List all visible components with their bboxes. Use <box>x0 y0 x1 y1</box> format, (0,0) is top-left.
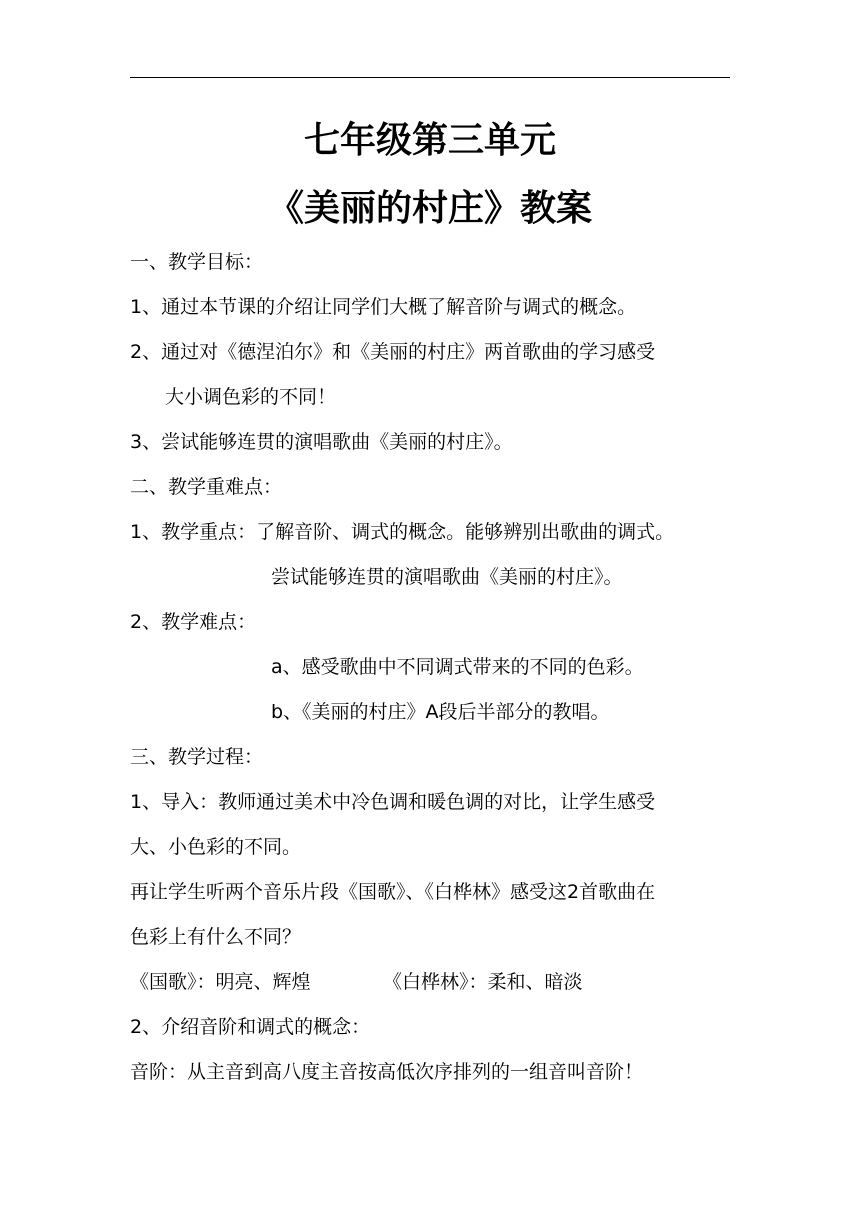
section-heading-key-points: 二、教学重难点： <box>130 476 283 498</box>
key-point-item-continuation: 尝试能够连贯的演唱歌曲《美丽的村庄》。 <box>271 566 623 588</box>
difficulty-heading: 2、教学难点： <box>130 611 257 633</box>
objective-item-3: 3、尝试能够连贯的演唱歌曲《美丽的村庄》。 <box>130 431 513 453</box>
process-concepts-heading: 2、介绍音阶和调式的概念： <box>130 1016 371 1038</box>
song-comparison-baihualin: 《白桦林》：柔和、暗淡 <box>383 971 583 993</box>
scale-definition: 音阶：从主音到高八度主音按高低次序排列的一组音叫音阶！ <box>130 1061 644 1083</box>
section-heading-process: 三、教学过程： <box>130 746 264 768</box>
objective-item-1: 1、通过本节课的介绍让同学们大概了解音阶与调式的概念。 <box>130 296 637 318</box>
difficulty-item-a: a、感受歌曲中不同调式带来的不同的色彩。 <box>271 656 644 678</box>
song-comparison-guoge: 《国歌》：明亮、辉煌 <box>130 971 311 993</box>
section-heading-objectives: 一、教学目标： <box>130 251 264 273</box>
process-intro: 1、导入：教师通过美术中冷色调和暖色调的对比，让学生感受 <box>130 791 656 813</box>
process-intro-continuation: 大、小色彩的不同。 <box>130 836 302 858</box>
key-point-item: 1、教学重点：了解音阶、调式的概念。能够辨别出歌曲的调式。 <box>130 521 675 543</box>
document-title-lesson: 《美丽的村庄》教案 <box>267 187 592 229</box>
process-listening: 再让学生听两个音乐片段《国歌》、《白桦林》感受这2首歌曲在 <box>130 881 656 903</box>
objective-item-2: 2、通过对《德涅泊尔》和《美丽的村庄》两首歌曲的学习感受 <box>130 341 656 363</box>
document-title-grade-unit: 七年级第三单元 <box>303 119 556 161</box>
header-rule <box>130 77 730 78</box>
difficulty-item-b: b、《美丽的村庄》A段后半部分的教唱。 <box>271 701 610 723</box>
objective-item-2-continuation: 大小调色彩的不同！ <box>165 386 337 408</box>
process-listening-continuation: 色彩上有什么不同？ <box>130 926 302 948</box>
